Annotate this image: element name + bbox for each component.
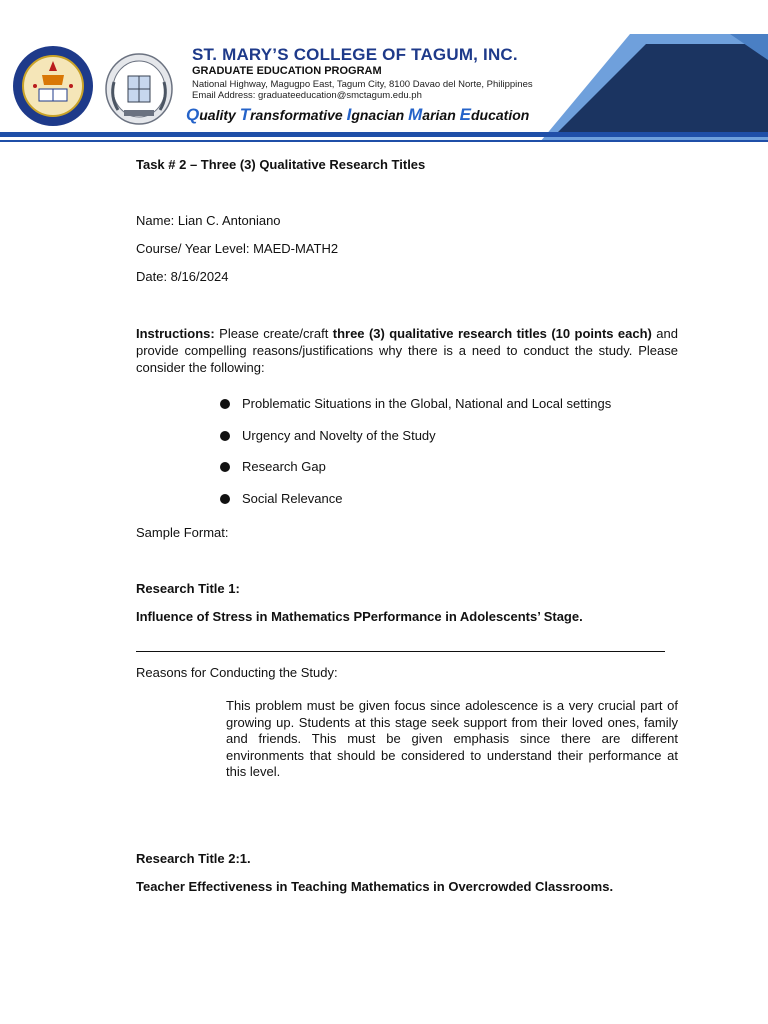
instructions-emphasis: three (3) qualitative research titles (10 points each) — [332, 326, 652, 341]
motto-initial: T — [239, 105, 251, 124]
motto-word: ransformative — [250, 107, 347, 123]
list-item: Problematic Situations in the Global, National and Local settings — [220, 394, 611, 426]
research-title-2-label: Research Title 2:1. — [136, 851, 251, 866]
program-name: GRADUATE EDUCATION PROGRAM — [192, 65, 382, 77]
student-name: Name: Lian C. Antoniano — [136, 213, 281, 228]
list-item: Urgency and Novelty of the Study — [220, 426, 611, 458]
motto-initial: M — [408, 105, 423, 124]
header-banner-shape — [500, 30, 768, 142]
instructions-text: and provide compelling reasons/justifications why there is a need to conduct the study. Please consider the following: — [136, 326, 678, 375]
research-title-2: Teacher Effectiveness in Teaching Mathematics in Overcrowded Classrooms. — [136, 879, 614, 894]
graduate-program-seal-icon — [104, 52, 174, 126]
reasons-label: Reasons for Conducting the Study: — [136, 665, 338, 680]
submission-date: Date: 8/16/2024 — [136, 269, 229, 284]
letterhead — [0, 0, 768, 150]
motto-initial: E — [459, 105, 471, 124]
research-title-1: Influence of Stress in Mathematics PPerformance in Adolescents’ Stage. — [136, 609, 583, 624]
header-rule-thin — [0, 140, 768, 142]
instructions-text: Please create/craft — [214, 326, 333, 341]
school-address: National Highway, Magugpo East, Tagum City, 8100 Davao del Norte, Philippines — [192, 79, 533, 90]
motto-word: arian — [422, 107, 460, 123]
header-rule — [0, 132, 768, 137]
course-year-level: Course/ Year Level: MAED-MATH2 — [136, 241, 339, 256]
college-seal-icon — [12, 45, 94, 127]
list-item: Social Relevance — [220, 489, 611, 521]
motto-initial: I — [346, 105, 352, 124]
school-name: ST. MARY’S COLLEGE OF TAGUM, INC. — [192, 45, 518, 64]
task-title: Task # 2 – Three (3) Qualitative Research Titles — [136, 157, 426, 172]
divider-line — [136, 651, 665, 652]
motto-word: ducation — [470, 107, 530, 123]
motto-word: gnacian — [351, 107, 409, 123]
motto-initial: Q — [186, 105, 200, 124]
instructions-label: Instructions: — [136, 326, 215, 341]
instructions-paragraph — [136, 325, 678, 376]
motto-word: uality — [199, 107, 240, 123]
school-email: Email Address: graduateeducation@smctagum.edu.ph — [192, 90, 422, 101]
considerations-list — [220, 394, 611, 520]
sample-format-label: Sample Format: — [136, 525, 229, 540]
research-title-1-label: Research Title 1: — [136, 581, 240, 596]
school-motto — [186, 105, 529, 125]
reason-paragraph: This problem must be given focus since adolescence is a very crucial part of growing up. Students at this stage seek support from their loved ones, family and friends. This must be given emphasis since there are different environments that should be considered to understand their performance at this level. — [226, 698, 678, 779]
list-item: Research Gap — [220, 457, 611, 489]
